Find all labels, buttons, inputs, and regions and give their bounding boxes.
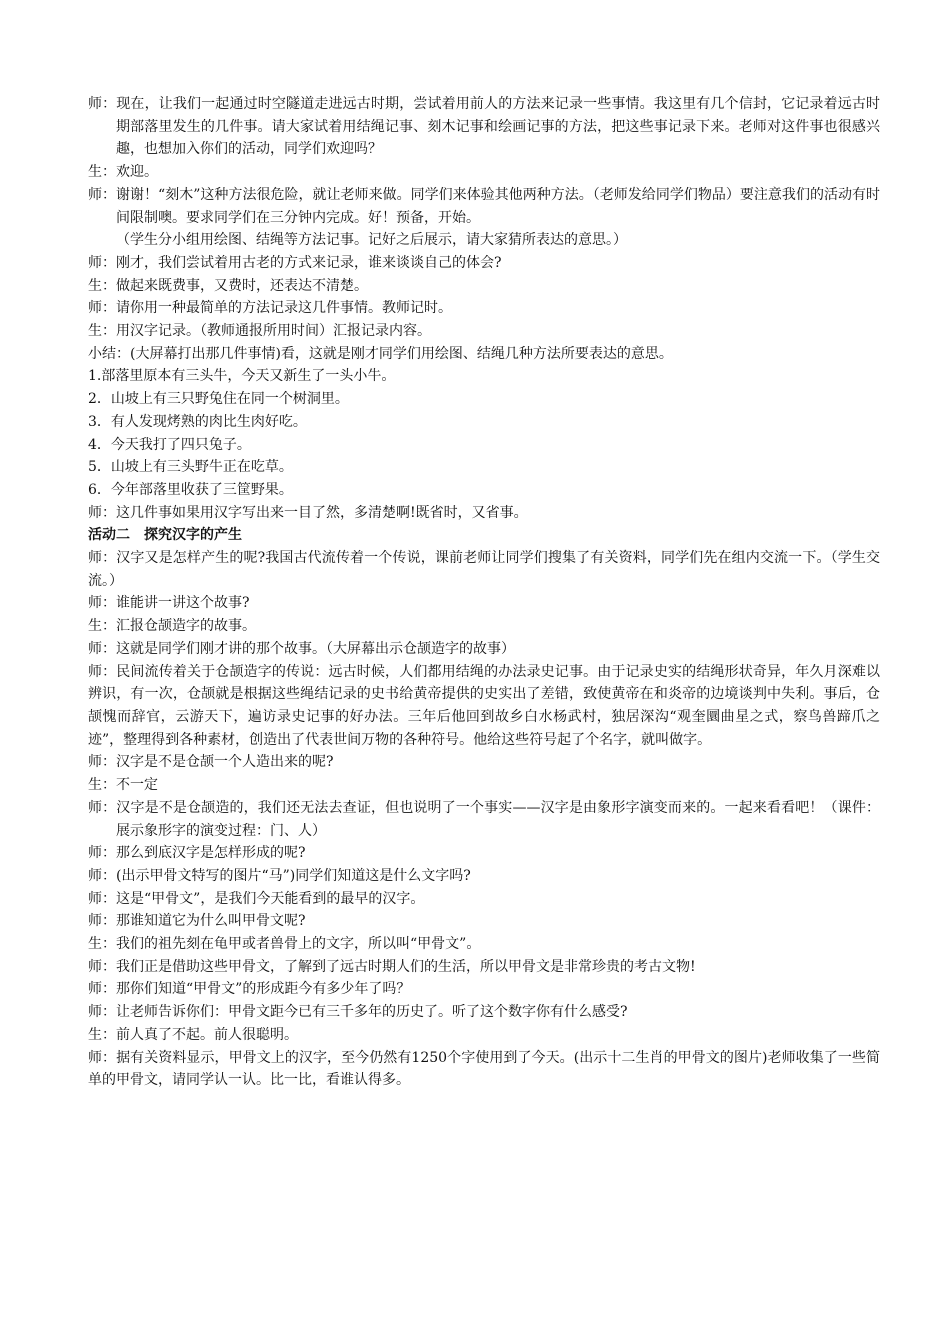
teacher-line-oracle-earliest: 师：这是“甲骨文”，是我们今天能看到的最早的汉字。	[88, 890, 425, 907]
list-item-2: 2．山坡上有三只野兔住在同一个树洞里。	[88, 391, 349, 408]
teacher-line-intro: 师：现在，让我们一起通过时空隧道走进远古时期，尝试着用前人的方法来记录一些事情。我这里有几个信封，它记录着远古时期部落里发生的几件事。请大家试着用结绳记事、刻木记事和绘画记事的方法，把这些事记录下来。老师对这件事也很感兴趣，也想加入你们的活动，同学们欢迎吗？	[88, 96, 880, 158]
list-item-6: 6．今年部落里收获了三筐野果。	[88, 481, 293, 498]
teacher-line-why-named: 师：那谁知道它为什么叫甲骨文呢?	[88, 913, 306, 930]
section-heading-activity-2: 活动二 探究汉字的产生	[88, 527, 242, 544]
teacher-line-feelings: 师：刚才，我们尝试着用古老的方式来记录，谁来谈谈自己的体会?	[88, 254, 502, 271]
list-item-1: 1.部落里原本有三头牛，今天又新生了一头小牛。	[88, 368, 396, 385]
teacher-line-clear: 师：这几件事如果用汉字写出来一目了然，多清楚啊!既省时，又省事。	[88, 504, 528, 521]
document-body	[88, 93, 880, 1092]
summary-line: 小结：(大屏幕打出那几件事情)看，这就是刚才同学们用绘图、结绳几种方法所要表达的意思。	[88, 345, 673, 362]
teacher-line-three-thousand: 师：让老师告诉你们：甲骨文距今已有三千多年的历史了。听了这个数字你有什么感受?	[88, 1004, 628, 1021]
teacher-line-how-old: 师：那你们知道“甲骨文”的形成距今有多少年了吗？	[88, 981, 411, 998]
student-line-cangjie: 生：汇报仓颉造字的故事。	[88, 618, 256, 635]
teacher-line-one-person: 师：汉字是不是仓颉一个人造出来的呢?	[88, 754, 334, 771]
teacher-line-1250: 师：据有关资料显示，甲骨文上的汉字，至今仍然有1250个字使用到了今天。(出示十二生肖的甲骨文的图片)老师收集了一些简单的甲骨文，请同学认一认。比一比，看谁认得多。	[88, 1049, 880, 1089]
student-line-great: 生：前人真了不起。前人很聪明。	[88, 1026, 298, 1043]
student-line-not-sure: 生：不一定	[88, 777, 158, 794]
student-line-tortoise: 生：我们的祖先刻在龟甲或者兽骨上的文字，所以叫“甲骨文”。	[88, 936, 481, 953]
teacher-line-who-tells: 师：谁能讲一讲这个故事?	[88, 595, 250, 612]
student-line-welcome: 生：欢迎。	[88, 164, 158, 181]
list-item-4: 4．今天我打了四只兔子。	[88, 436, 251, 453]
teacher-line-story: 师：这就是同学们刚才讲的那个故事。（大屏幕出示仓颉造字的故事）	[88, 640, 515, 657]
list-item-3: 3．有人发现烤熟的肉比生肉好吃。	[88, 413, 307, 430]
teacher-line-oracle-horse: 师：(出示甲骨文特写的图片“马”)同学们知道这是什么文字吗?	[88, 867, 471, 884]
teacher-line-legend: 师：民间流传着关于仓颉造字的传说：远古时候，人们都用结绳的办法录史记事。由于记录史实的结绳形状奇异，年久月深难以辨识，有一次，仓颉就是根据这些绳结记录的史书给黄帝提供的史实出了差错，致使黄帝在和炎帝的边境谈判中失利。事后，仓颉愧而辞官，云游天下，遍访录史记事的好办法。三年后他回到故乡白水杨武村，独居深沟“观奎圜曲星之式，察鸟兽蹄爪之迹”，整理得到各种素材，创造出了代表世间万物的各种符号。他给这些符号起了个名字，就叫做字。	[88, 663, 880, 748]
student-line-difficult: 生：做起来既费事，又费时，还表达不清楚。	[88, 277, 368, 294]
teacher-line-origin: 师：汉字又是怎样产生的呢?我国古代流传着一个传说，课前老师让同学们搜集了有关资料，同学们先在组内交流一下。（学生交流。）	[88, 550, 880, 589]
teacher-line-pictograph: 师：汉字是不是仓颉造的，我们还无法去查证，但也说明了一个事实——汉字是由象形字演变而来的。一起来看看吧！（课件：展示象形字的演变过程：门、人）	[88, 799, 880, 839]
teacher-line-precious: 师：我们正是借助这些甲骨文，了解到了远古时期人们的生活，所以甲骨文是非常珍贵的考古文物!	[88, 958, 696, 975]
teacher-line-how-formed: 师：那么到底汉字是怎样形成的呢?	[88, 845, 306, 862]
teacher-line-simple-method: 师：请你用一种最简单的方法记录这几件事情。教师记时。	[88, 300, 452, 317]
teacher-line-carving: 师：谢谢！“刻木”这种方法很危险，就让老师来做。同学们来体验其他两种方法。（老师发给同学们物品）要注意我们的活动有时间限制噢。要求同学们在三分钟内完成。好！预备，开始。	[88, 186, 880, 226]
list-item-5: 5．山坡上有三头野牛正在吃草。	[88, 459, 293, 476]
student-line-chinese-chars: 生：用汉字记录。（教师通报所用时间）汇报记录内容。	[88, 323, 431, 340]
activity-note: （学生分小组用绘图、结绳等方法记事。记好之后展示，请大家猜所表达的意思。）	[116, 232, 627, 249]
